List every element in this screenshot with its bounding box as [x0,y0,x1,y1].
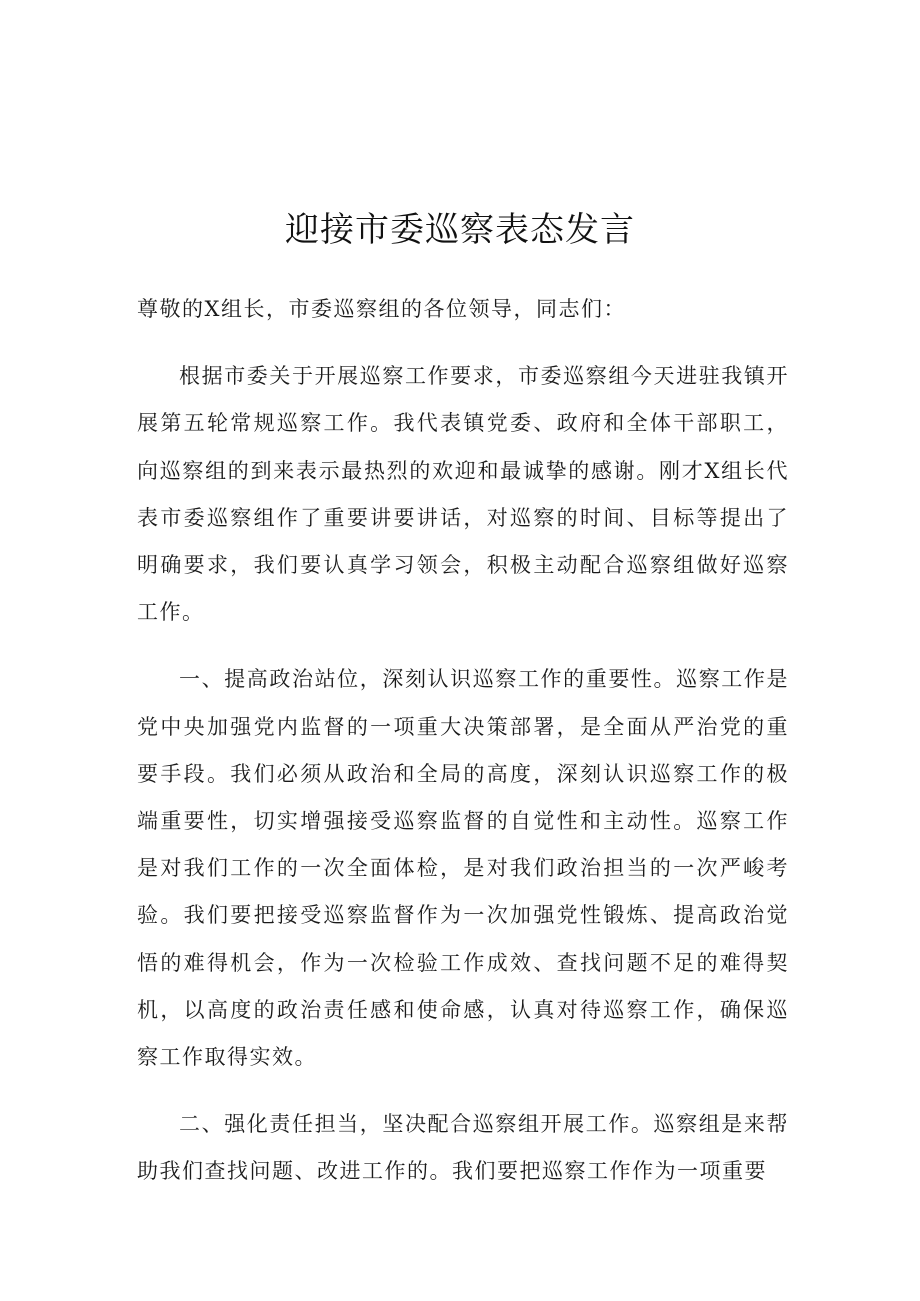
paragraph-intro: 根据市委关于开展巡察工作要求，市委巡察组今天进驻我镇开展第五轮常规巡察工作。我代表镇党委、政府和全体干部职工，向巡察组的到来表示最热烈的欢迎和最诚挚的感谢。刚才X组长代表市委巡察组作了重要讲要讲话，对巡察的时间、目标等提出了明确要求，我们要认真学习领会，积极主动配合巡察组做好巡察工作。 [137,364,789,625]
paragraph-section-one: 一、提高政治站位，深刻认识巡察工作的重要性。巡察工作是党中央加强党内监督的一项重大决策部署，是全面从严治党的重要手段。我们必须从政治和全局的高度，深刻认识巡察工作的极端重要性，切实增强接受巡察监督的自觉性和主动性。巡察工作是对我们工作的一次全面体检，是对我们政治担当的一次严峻考验。我们要把接受巡察监督作为一次加强党性锻炼、提高政治觉悟的难得机会，作为一次检验工作成效、查找问题不足的难得契机，以高度的政治责任感和使命感，认真对待巡察工作，确保巡察工作取得实效。 [137,667,789,1070]
document-body [137,286,789,1196]
paragraph-section-two: 二、强化责任担当，坚决配合巡察组开展工作。巡察组是来帮助我们查找问题、改进工作的。我们要把巡察工作作为一项重要 [137,1112,789,1184]
greeting-line: 尊敬的X组长，市委巡察组的各位领导，同志们： [137,297,626,321]
document-title: 迎接市委巡察表态发言 [285,210,635,250]
